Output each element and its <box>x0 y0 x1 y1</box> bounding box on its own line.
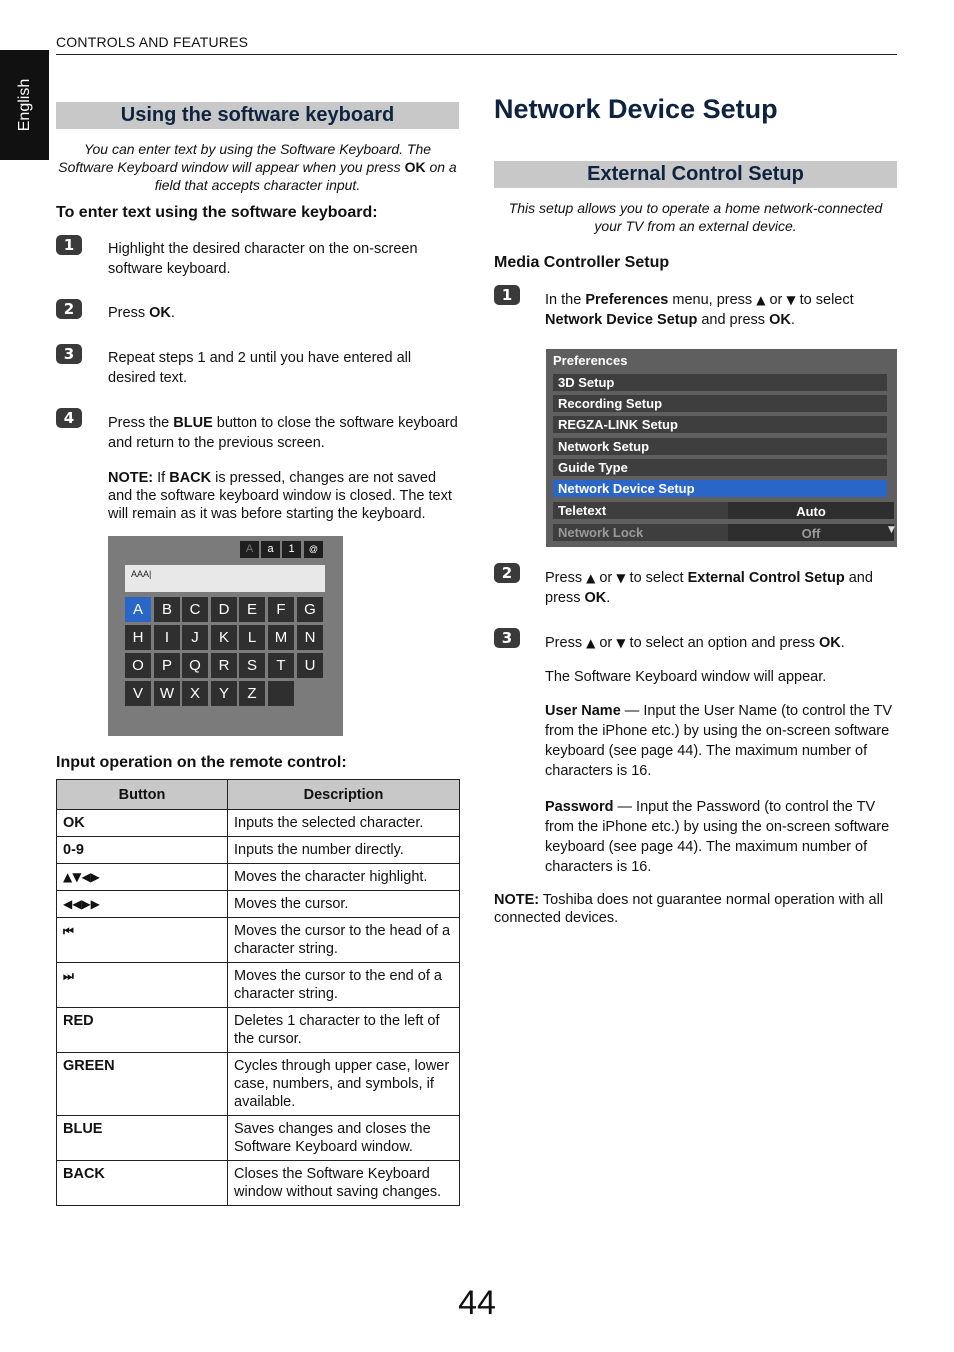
up-arrow-icon: ▲ <box>586 636 596 650</box>
network-device-setup-label: Network Device Setup <box>545 312 698 328</box>
password-text: — Input the Password (to control the TV from the iPhone etc.) by using the on-screen software keyboard (see page 44). The maximum number of characters is 16. <box>545 799 890 875</box>
key-V[interactable]: V <box>125 681 151 706</box>
header-button: Button <box>57 780 228 810</box>
mode-key-symbol[interactable]: @ <box>304 541 323 558</box>
table-row <box>57 918 460 963</box>
text: . <box>606 590 611 606</box>
description-cell: Moves the cursor. <box>228 891 460 918</box>
note-pre: If <box>153 470 170 486</box>
step-2-post: . <box>170 305 175 321</box>
text: or <box>595 635 617 651</box>
menu-item-recording-setup[interactable]: Recording Setup <box>553 395 887 412</box>
table-row <box>57 810 460 837</box>
ok-label: OK <box>584 590 607 606</box>
key-T[interactable]: T <box>268 653 294 678</box>
down-arrow-icon: ▼ <box>786 293 796 307</box>
step-4-blue: BLUE <box>173 415 213 431</box>
scroll-down-icon[interactable]: ▼ <box>888 525 895 535</box>
table-row <box>57 1053 460 1116</box>
key-Q[interactable]: Q <box>182 653 208 678</box>
software-keyboard-intro <box>56 140 459 194</box>
ok-label: OK <box>769 312 791 328</box>
network-lock-value[interactable]: Off <box>728 524 894 541</box>
text: to select <box>625 570 688 586</box>
button-cell: BACK <box>57 1161 228 1206</box>
running-header: CONTROLS AND FEATURES <box>56 34 249 50</box>
button-cell: BLUE <box>57 1116 228 1161</box>
step-3-text: Repeat steps 1 and 2 until you have entered all desired text. <box>108 350 412 386</box>
step-2-text <box>108 303 175 323</box>
up-arrow-icon: ▲ <box>756 293 766 307</box>
menu-item-3d-setup[interactable]: 3D Setup <box>553 374 887 391</box>
key-S[interactable]: S <box>239 653 265 678</box>
text: . <box>790 312 795 328</box>
text: menu, press <box>668 292 757 308</box>
step-4-text <box>108 413 460 453</box>
table-title: Input operation on the remote control: <box>56 754 347 771</box>
description-cell: Inputs the number directly. <box>228 837 460 864</box>
preferences-menu-screenshot <box>546 349 897 547</box>
key-U[interactable]: U <box>297 653 323 678</box>
text: . <box>840 635 845 651</box>
down-arrow-icon: ▼ <box>616 571 626 585</box>
description-cell: Saves changes and closes the Software Keyboard window. <box>228 1116 460 1161</box>
description-cell: Closes the Software Keyboard window without saving changes. <box>228 1161 460 1206</box>
note-text: Toshiba does not guarantee normal operation with all connected devices. <box>494 892 884 926</box>
note-back: BACK <box>169 470 212 486</box>
key-X[interactable]: X <box>182 681 208 706</box>
text: to select <box>795 292 854 308</box>
keyboard-note <box>108 469 460 523</box>
rewind-forward-icon: ◀◀▶▶ <box>57 891 228 918</box>
software-keyboard-screenshot <box>108 536 343 736</box>
description-cell: Cycles through upper case, lower case, numbers, and symbols, if available. <box>228 1053 460 1116</box>
key-W[interactable]: W <box>154 681 180 706</box>
step-1-text: Highlight the desired character on the on-screen software keyboard. <box>108 241 418 277</box>
key-F[interactable]: F <box>268 597 294 622</box>
up-arrow-icon: ▲ <box>586 571 596 585</box>
button-cell: 0-9 <box>57 837 228 864</box>
description-cell: Moves the cursor to the head of a character string. <box>228 918 460 963</box>
intro-ok: OK <box>404 159 426 175</box>
key-B[interactable]: B <box>154 597 180 622</box>
external-control-intro: This setup allows you to operate a home network-connected your TV from an external device. <box>508 200 883 234</box>
key-J[interactable]: J <box>182 625 208 650</box>
down-arrow-icon: ▼ <box>616 636 626 650</box>
table-row <box>57 1116 460 1161</box>
step-2-ok: OK <box>149 305 171 321</box>
button-cell: RED <box>57 1008 228 1053</box>
external-control-section-title: External Control Setup <box>494 161 897 188</box>
table-row <box>57 963 460 1008</box>
menu-item-regza-link-setup[interactable]: REGZA-LINK Setup <box>553 416 887 433</box>
step-number-4: 4 <box>56 408 82 428</box>
language-tab <box>0 50 49 160</box>
step-number-2: 2 <box>56 299 82 319</box>
right-step-number-2: 2 <box>494 563 520 583</box>
external-control-setup-label: External Control Setup <box>687 570 845 586</box>
key-blank[interactable] <box>268 681 294 706</box>
key-N[interactable]: N <box>297 625 323 650</box>
text: and press <box>697 312 770 328</box>
text: and press <box>545 570 873 606</box>
skip-forward-icon: ⏭ <box>57 963 228 1008</box>
table-header-row <box>57 780 460 810</box>
step-2-pre: Press <box>108 305 150 321</box>
preferences-label: Preferences <box>585 292 669 308</box>
page-number: 44 <box>458 1284 496 1322</box>
menu-title: Preferences <box>553 353 628 368</box>
text: Press <box>545 570 587 586</box>
text: to select an option and press <box>625 635 819 651</box>
table-row <box>57 837 460 864</box>
key-H[interactable]: H <box>125 625 151 650</box>
key-G[interactable]: G <box>297 597 323 622</box>
button-cell: GREEN <box>57 1053 228 1116</box>
menu-item-guide-type[interactable]: Guide Type <box>553 459 887 476</box>
step-4-pre: Press the <box>108 415 174 431</box>
step-number-1: 1 <box>56 235 82 255</box>
key-A[interactable]: A <box>125 597 151 622</box>
key-R[interactable]: R <box>211 653 237 678</box>
right-step-2-text <box>545 568 895 608</box>
media-controller-title: Media Controller Setup <box>494 254 670 271</box>
mode-key-lower[interactable]: a <box>261 541 280 558</box>
key-O[interactable]: O <box>125 653 151 678</box>
key-K[interactable]: K <box>211 625 237 650</box>
procedure-title: To enter text using the software keyboard: <box>56 204 378 221</box>
button-cell: OK <box>57 810 228 837</box>
remote-operation-table <box>56 779 460 1206</box>
arrow-keys-icon: ▲▼◀▶ <box>57 864 228 891</box>
key-L[interactable]: L <box>239 625 265 650</box>
description-cell: Inputs the selected character. <box>228 810 460 837</box>
step-4-post: button to close the software keyboard and return to the previous screen. <box>108 415 458 451</box>
key-D[interactable]: D <box>211 597 237 622</box>
username-description <box>545 701 897 781</box>
description-cell: Moves the character highlight. <box>228 864 460 891</box>
text: or <box>765 292 787 308</box>
note-post: is pressed, changes are not saved and the software keyboard window is closed. The text will remain as it was before starting the keyboard. <box>108 470 452 522</box>
key-M[interactable]: M <box>268 625 294 650</box>
header-description: Description <box>228 780 460 810</box>
description-cell: Moves the cursor to the end of a character string. <box>228 963 460 1008</box>
page-title: Network Device Setup <box>494 94 778 124</box>
key-Y[interactable]: Y <box>211 681 237 706</box>
mode-key-number[interactable]: 1 <box>282 541 301 558</box>
teletext-label: Teletext <box>558 503 607 518</box>
note-label: NOTE: <box>108 470 154 486</box>
keyboard-text-field[interactable]: AAA| <box>125 565 325 592</box>
key-C[interactable]: C <box>182 597 208 622</box>
header-divider <box>56 54 897 55</box>
skip-back-icon: ⏮ <box>57 918 228 963</box>
menu-item-network-device-setup[interactable]: Network Device Setup <box>553 480 887 497</box>
keyboard-appear-text: The Software Keyboard window will appear. <box>545 669 827 685</box>
description-cell: Deletes 1 character to the left of the cursor. <box>228 1008 460 1053</box>
right-step-1-text <box>545 290 895 330</box>
mode-key-upper[interactable]: A <box>240 541 259 558</box>
intro-text: You can enter text by using the Software Keyboard. The Software Keyboard window will appear when you press <box>58 141 432 175</box>
table-row <box>57 1008 460 1053</box>
intro-text-end: on a field that accepts character input. <box>154 159 457 193</box>
software-keyboard-section-title: Using the software keyboard <box>56 102 459 129</box>
step-number-3: 3 <box>56 344 82 364</box>
text: In the <box>545 292 586 308</box>
password-label: Password <box>545 799 614 815</box>
password-description <box>545 797 897 877</box>
table-row <box>57 1161 460 1206</box>
right-step-number-1: 1 <box>494 285 520 305</box>
key-P[interactable]: P <box>154 653 180 678</box>
username-text: — Input the User Name (to control the TV from the iPhone etc.) by using the on-screen software keyboard (see page 44). The maximum number of characters is 16. <box>545 703 893 779</box>
text: or <box>595 570 617 586</box>
menu-item-network-lock[interactable] <box>553 524 887 541</box>
menu-item-teletext[interactable] <box>553 502 887 519</box>
right-step-number-3: 3 <box>494 628 520 648</box>
table-row <box>57 864 460 891</box>
table-row <box>57 891 460 918</box>
right-step-3-text <box>545 633 895 653</box>
text: Press <box>545 635 587 651</box>
ok-label: OK <box>818 635 841 651</box>
menu-item-network-setup[interactable]: Network Setup <box>553 438 887 455</box>
key-E[interactable]: E <box>239 597 265 622</box>
note-label: NOTE: <box>494 892 540 908</box>
key-Z[interactable]: Z <box>239 681 265 706</box>
teletext-value[interactable]: Auto <box>728 502 894 519</box>
network-lock-label: Network Lock <box>558 525 644 540</box>
right-note <box>494 891 897 927</box>
language-tab-label: English <box>15 78 33 132</box>
key-I[interactable]: I <box>154 625 180 650</box>
username-label: User Name <box>545 703 621 719</box>
